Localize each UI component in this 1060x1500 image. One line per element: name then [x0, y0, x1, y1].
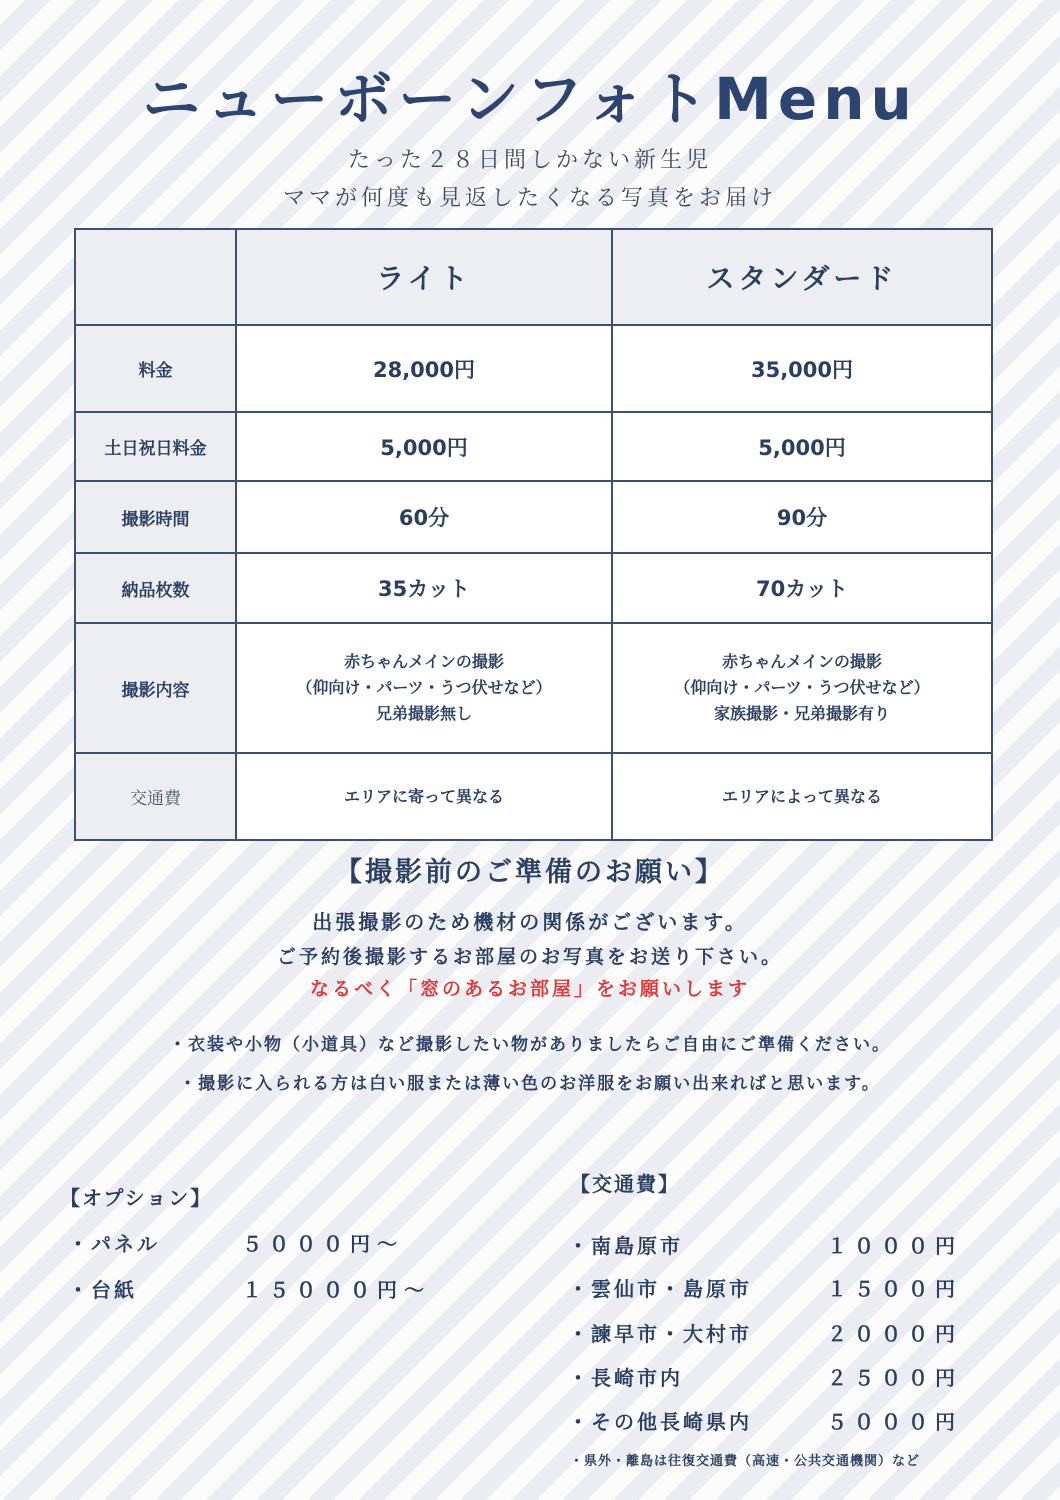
preparation-highlight: なるべく「窓のあるお部屋」をお願いします [309, 978, 750, 1000]
option-item-price: １５０００円〜 [242, 1278, 431, 1302]
row-label-holiday-fee: 土日祝日料金 [75, 412, 236, 481]
transport-area: ・諫早市・大村市 [568, 1322, 752, 1346]
light-price: 28,000円 [236, 325, 612, 412]
standard-contents [612, 623, 992, 753]
table-row-duration [75, 481, 992, 553]
table-row-holiday-fee [75, 412, 992, 481]
subtitle-line-1: たった２８日間しかない新生児 [347, 148, 712, 173]
transport-area: ・雲仙市・島原市 [568, 1277, 752, 1301]
transport-price: １５００円 [827, 1277, 962, 1301]
standard-duration: 90分 [612, 481, 992, 553]
standard-contents-line: 赤ちゃんメインの撮影 [722, 652, 882, 671]
standard-contents-line: 家族撮影・兄弟撮影有り [713, 704, 890, 723]
standard-holiday-fee: 5,000円 [612, 412, 992, 481]
table-row-contents [75, 623, 992, 753]
light-contents-line: （仰向け・パーツ・うつ伏せなど） [296, 678, 552, 697]
transport-area: ・南島原市 [568, 1234, 683, 1258]
plan-menu-table [74, 228, 993, 841]
plan-standard-header: スタンダード [612, 229, 992, 325]
table-header-row [75, 229, 992, 325]
transport-price: ２５００円 [827, 1366, 962, 1390]
table-corner-cell [75, 229, 236, 325]
option-item-name: ・台紙 [68, 1278, 137, 1302]
row-label-deliverables: 納品枚数 [75, 553, 236, 623]
row-label-duration: 撮影時間 [75, 481, 236, 553]
light-deliverables: 35カット [236, 553, 612, 623]
transport-footnote: ・県外・離島は往復交通費（高速・公共交通機関）など [570, 1454, 921, 1469]
standard-price: 35,000円 [612, 325, 992, 412]
table-row-price [75, 325, 992, 412]
standard-contents-line: （仰向け・パーツ・うつ伏せなど） [674, 678, 930, 697]
preparation-line-2: ご予約後撮影するお部屋のお写真をお送り下さい。 [276, 946, 783, 968]
transport-price: ２０００円 [827, 1322, 962, 1346]
preparation-note: ・撮影に入られる方は白い服または薄い色のお洋服をお願い出来ればと思います。 [179, 1074, 881, 1094]
options-title: 【オプション】 [60, 1186, 213, 1210]
subtitle-line-2: ママが何度も見返したくなる写真をお届け [282, 186, 777, 211]
transport-price: ５０００円 [827, 1410, 962, 1434]
row-label-contents: 撮影内容 [75, 623, 236, 753]
light-contents-line: 兄弟撮影無し [375, 704, 472, 723]
transport-area: ・その他長崎県内 [568, 1410, 752, 1434]
standard-transport: エリアによって異なる [612, 753, 992, 840]
light-contents [236, 623, 612, 753]
preparation-line-1: 出張撮影のため機材の関係がございます。 [312, 910, 748, 934]
page-title: ニューボーンフォトMenu [142, 65, 918, 133]
preparation-heading: 【撮影前のご準備のお願い】 [335, 857, 725, 888]
transport-area: ・長崎市内 [568, 1366, 683, 1390]
table-row-transport [75, 753, 992, 840]
row-label-price: 料金 [75, 325, 236, 412]
row-label-transport: 交通費 [75, 753, 236, 840]
option-item-price: ５０００円〜 [242, 1232, 404, 1256]
light-holiday-fee: 5,000円 [236, 412, 612, 481]
preparation-note: ・衣装や小物（小道具）など撮影したい物がありましたらご自由にご準備ください。 [169, 1035, 891, 1055]
light-duration: 60分 [236, 481, 612, 553]
transport-title: 【交通費】 [570, 1172, 680, 1196]
transport-price: １０００円 [827, 1234, 962, 1258]
light-transport: エリアに寄って異なる [236, 753, 612, 840]
standard-deliverables: 70カット [612, 553, 992, 623]
table-row-deliverables [75, 553, 992, 623]
option-item-name: ・パネル [68, 1232, 160, 1256]
light-contents-line: 赤ちゃんメインの撮影 [344, 652, 504, 671]
plan-light-header: ライト [236, 229, 612, 325]
